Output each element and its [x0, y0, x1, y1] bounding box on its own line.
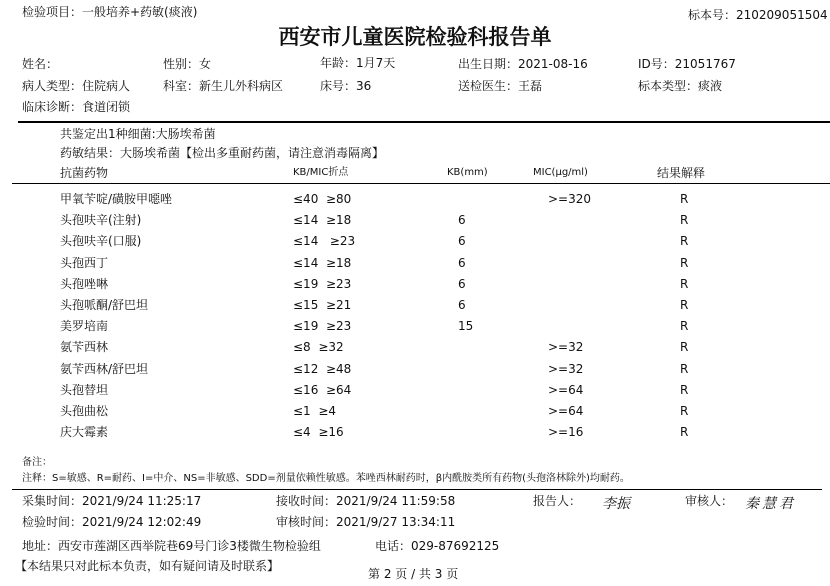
interpretation: R: [680, 255, 689, 270]
interpretation: R: [680, 425, 689, 440]
kb-value: 15: [458, 319, 474, 334]
interpretation: R: [680, 213, 689, 228]
table-row: [0, 256, 830, 277]
mic-value: >=32: [548, 340, 584, 355]
interpretation: R: [680, 382, 689, 397]
interpretation: R: [680, 234, 689, 249]
reporter-signature: 李振: [602, 496, 630, 512]
drug-name: 头孢曲松: [60, 404, 109, 418]
table-row: [0, 192, 830, 213]
breakpoint: ≤1 ≥4: [293, 404, 337, 418]
divider: [12, 489, 822, 490]
kb-value: 6: [458, 213, 466, 228]
mic-value: >=32: [548, 361, 584, 376]
kb-value: 6: [458, 234, 466, 249]
kb-value: 6: [458, 255, 466, 270]
drug-name: 头孢呋辛(口服): [60, 234, 142, 249]
table-row: [0, 213, 830, 234]
receive-time: 接收时间：2021/9/24 11:59:58: [276, 494, 456, 508]
mic-value: >=64: [548, 382, 584, 397]
bed-number: 床号：36: [320, 79, 372, 93]
test-item: 检验项目：一般培养+药敏(痰液): [22, 5, 198, 19]
breakpoint: ≤15 ≥21: [293, 298, 352, 312]
drug-name: 头孢唑啉: [60, 276, 109, 291]
table-row: [0, 404, 830, 425]
reporter-label: 报告人：: [533, 494, 582, 508]
breakpoint: ≤14 ≥18: [293, 213, 352, 228]
breakpoint: ≤19 ≥23: [293, 276, 352, 291]
table-row: [0, 340, 830, 361]
patient-name: 姓名：: [22, 57, 59, 71]
kb-value: 6: [458, 298, 466, 312]
specimen-number: 标本号：210209051504: [688, 8, 828, 22]
breakpoint: ≤14 ≥23: [293, 234, 356, 249]
table-row: [0, 319, 830, 340]
clinical-diagnosis: 临床诊断：食道闭锁: [22, 100, 131, 114]
phone: 电话：029-87692125: [375, 539, 500, 553]
explanation: 注释：S=敏感、R=耐药、I=中介、NS=非敏感、SDD=剂量依赖性敏感。苯唑西林耐药时，β内酰胺类所有药物(头孢洛林除外)均耐药。: [22, 473, 630, 484]
interpretation: R: [680, 404, 689, 418]
table-row: [0, 362, 830, 383]
kb-value: 6: [458, 276, 466, 291]
drug-name: 头孢哌酮/舒巴坦: [60, 298, 149, 312]
col-drug: 抗菌药物: [60, 166, 109, 180]
mic-value: >=320: [548, 192, 592, 206]
col-mic: MIC(μg/ml): [533, 167, 588, 178]
drug-name: 甲氧苄啶/磺胺甲噁唑: [60, 192, 173, 206]
col-kb: KB(mm): [447, 167, 488, 178]
specimen-type: 标本类型：痰液: [638, 79, 723, 93]
address: 地址：西安市莲湖区西举院巷69号门诊3楼微生物检验组: [22, 539, 321, 553]
drug-name: 美罗培南: [60, 319, 109, 334]
divider: [12, 183, 830, 184]
remark: 备注：: [22, 457, 52, 468]
drug-name: 氨苄西林/舒巴坦: [60, 361, 149, 376]
patient-id: ID号：21051767: [638, 57, 736, 71]
interpretation: R: [680, 192, 689, 206]
test-time: 检验时间：2021/9/24 12:02:49: [22, 515, 202, 529]
drug-name: 氨苄西林: [60, 340, 109, 355]
breakpoint: ≤16 ≥64: [293, 382, 352, 397]
interpretation: R: [680, 340, 689, 355]
drug-name: 头孢替坦: [60, 382, 109, 397]
mic-value: >=64: [548, 404, 584, 418]
mic-value: >=16: [548, 425, 584, 440]
breakpoint: ≤4 ≥16: [293, 425, 344, 440]
identified-bacteria: 共鉴定出1种细菌:大肠埃希菌: [60, 127, 216, 141]
review-time: 审核时间：2021/9/27 13:34:11: [276, 515, 456, 529]
interpretation: R: [680, 276, 689, 291]
patient-type: 病人类型：住院病人: [22, 79, 131, 93]
patient-gender: 性别：女: [163, 57, 212, 71]
interpretation: R: [680, 361, 689, 376]
table-row: [0, 298, 830, 319]
breakpoint: ≤40 ≥80: [293, 192, 352, 206]
sensitivity-result: 药敏结果：大肠埃希菌【检出多重耐药菌，请注意消毒隔离】: [60, 146, 385, 160]
table-row: [0, 425, 830, 446]
breakpoint: ≤12 ≥48: [293, 361, 352, 376]
breakpoint: ≤8 ≥32: [293, 340, 344, 355]
report-title: 西安市儿童医院检验科报告单: [278, 25, 552, 49]
drug-name: 头孢呋辛(注射): [60, 213, 142, 228]
reviewer-label: 审核人：: [685, 494, 734, 508]
drug-name: 庆大霉素: [60, 425, 109, 440]
col-interpretation: 结果解释: [657, 166, 706, 180]
page-number: 第 2 页 / 共 3 页: [368, 567, 459, 581]
col-breakpoint: KB/MIC折点: [293, 167, 349, 178]
table-row: [0, 383, 830, 404]
table-row: [0, 234, 830, 255]
reviewer-signature: 秦慧君: [745, 496, 796, 512]
department: 科室：新生儿外科病区: [163, 79, 284, 93]
table-row: [0, 277, 830, 298]
breakpoint: ≤19 ≥23: [293, 319, 352, 334]
patient-age: 年龄：1月7天: [320, 56, 396, 70]
interpretation: R: [680, 319, 689, 334]
referring-doctor: 送检医生：王磊: [458, 79, 543, 93]
patient-birth: 出生日期：2021-08-16: [458, 57, 588, 71]
divider: [18, 121, 830, 123]
drug-name: 头孢西丁: [60, 255, 109, 270]
interpretation: R: [680, 298, 689, 312]
breakpoint: ≤14 ≥18: [293, 255, 352, 270]
collect-time: 采集时间：2021/9/24 11:25:17: [22, 494, 202, 508]
disclaimer: 【本结果只对此标本负责，如有疑问请及时联系】: [15, 559, 280, 573]
